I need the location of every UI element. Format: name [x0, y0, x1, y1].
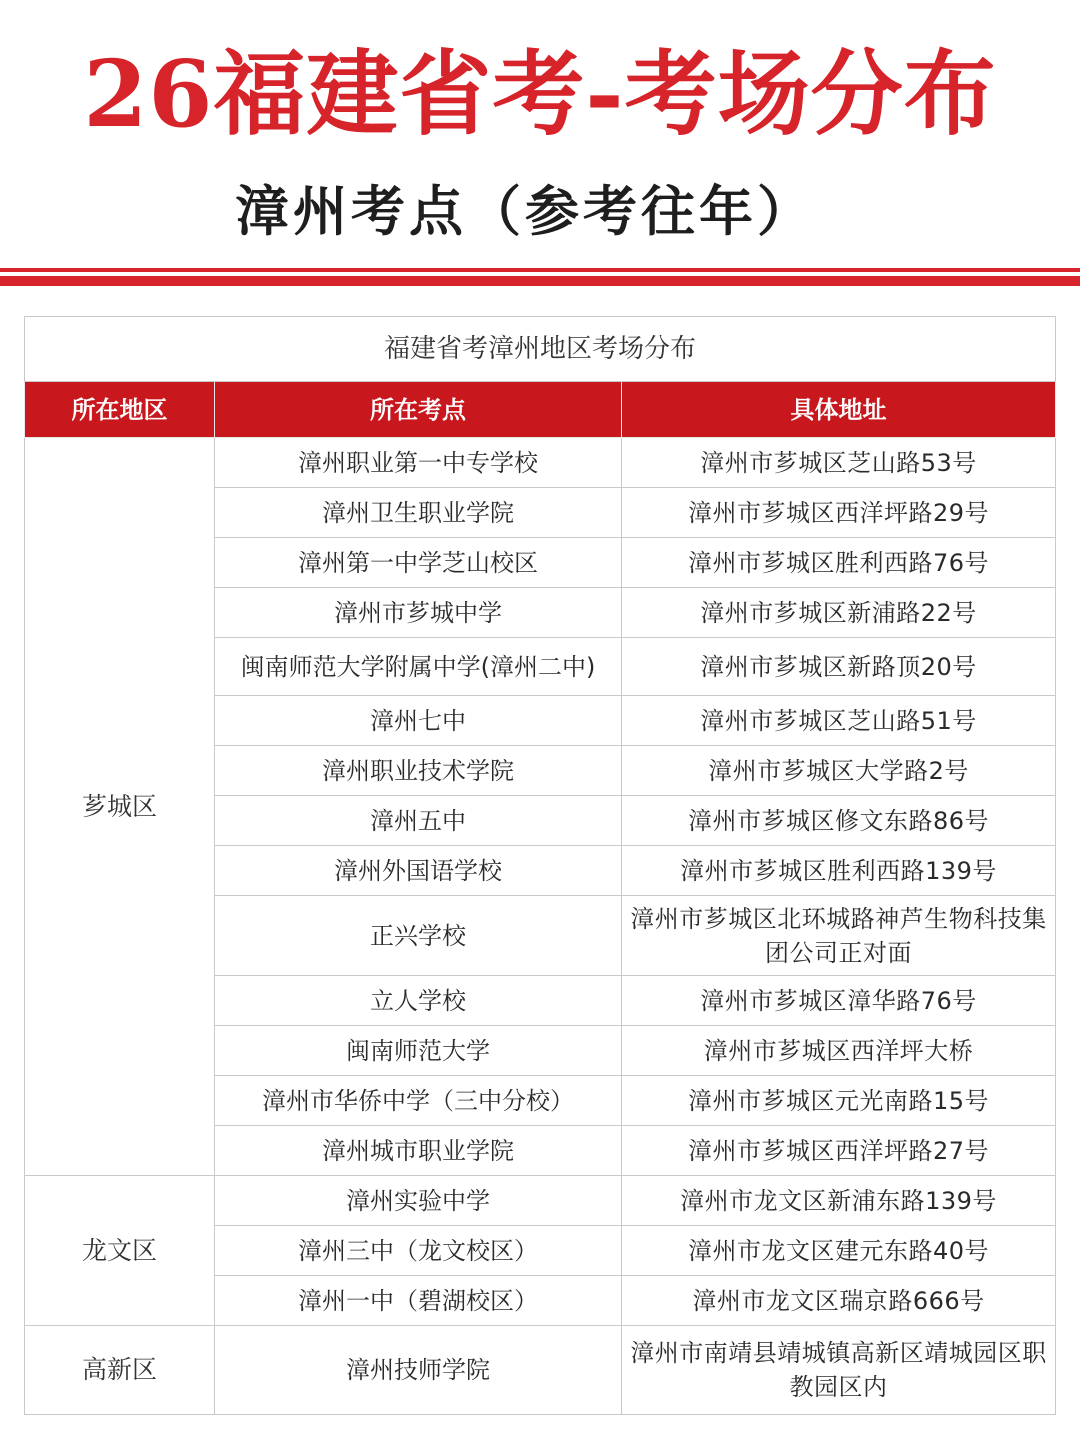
- table-row: [25, 1326, 1056, 1415]
- divider-thin: [0, 268, 1080, 272]
- table-caption: 福建省考漳州地区考场分布: [25, 317, 1056, 382]
- site-cell: 漳州五中: [215, 796, 622, 846]
- address-cell: 漳州市芗城区修文东路86号: [622, 796, 1056, 846]
- main-title: 26福建省考-考场分布: [83, 40, 997, 148]
- site-cell: 漳州卫生职业学院: [215, 488, 622, 538]
- column-header-region: 所在地区: [25, 382, 215, 438]
- site-cell: 漳州七中: [215, 696, 622, 746]
- site-cell: 漳州一中（碧湖校区）: [215, 1276, 622, 1326]
- address-cell: 漳州市芗城区芝山路51号: [622, 696, 1056, 746]
- address-cell: 漳州市芗城区新浦路22号: [622, 588, 1056, 638]
- column-header-site: 所在考点: [215, 382, 622, 438]
- table-row: [25, 438, 1056, 488]
- address-cell: 漳州市芗城区胜利西路139号: [622, 846, 1056, 896]
- table-caption-row: [25, 317, 1056, 382]
- site-cell: 正兴学校: [215, 896, 622, 976]
- site-cell: 漳州外国语学校: [215, 846, 622, 896]
- site-cell: 漳州市芗城中学: [215, 588, 622, 638]
- address-cell: 漳州市芗城区新路顶20号: [622, 638, 1056, 696]
- address-cell: 漳州市芗城区元光南路15号: [622, 1076, 1056, 1126]
- address-cell: 漳州市龙文区新浦东路139号: [622, 1176, 1056, 1226]
- site-cell: 漳州三中（龙文校区）: [215, 1226, 622, 1276]
- address-cell: 漳州市芗城区漳华路76号: [622, 976, 1056, 1026]
- address-cell: 漳州市芗城区北环城路神芦生物科技集团公司正对面: [622, 896, 1056, 976]
- site-cell: 漳州技师学院: [215, 1326, 622, 1415]
- site-cell: 闽南师范大学附属中学(漳州二中): [215, 638, 622, 696]
- site-cell: 立人学校: [215, 976, 622, 1026]
- site-cell: 漳州职业第一中专学校: [215, 438, 622, 488]
- address-cell: 漳州市芗城区芝山路53号: [622, 438, 1056, 488]
- site-cell: 闽南师范大学: [215, 1026, 622, 1076]
- region-cell: 高新区: [25, 1326, 215, 1415]
- address-cell: 漳州市龙文区瑞京路666号: [622, 1276, 1056, 1326]
- site-cell: 漳州第一中学芝山校区: [215, 538, 622, 588]
- site-cell: 漳州市华侨中学（三中分校）: [215, 1076, 622, 1126]
- address-cell: 漳州市南靖县靖城镇高新区靖城园区职教园区内: [622, 1326, 1056, 1415]
- exam-site-table: [24, 316, 1056, 1415]
- site-cell: 漳州实验中学: [215, 1176, 622, 1226]
- table-header-row: [25, 382, 1056, 438]
- region-cell: 龙文区: [25, 1176, 215, 1326]
- site-cell: 漳州职业技术学院: [215, 746, 622, 796]
- site-cell: 漳州城市职业学院: [215, 1126, 622, 1176]
- address-cell: 漳州市芗城区胜利西路76号: [622, 538, 1056, 588]
- table-row: [25, 1176, 1056, 1226]
- address-cell: 漳州市芗城区西洋坪大桥: [622, 1026, 1056, 1076]
- sub-title: 漳州考点（参考往年）: [235, 179, 815, 243]
- address-cell: 漳州市龙文区建元东路40号: [622, 1226, 1056, 1276]
- column-header-address: 具体地址: [622, 382, 1056, 438]
- address-cell: 漳州市芗城区大学路2号: [622, 746, 1056, 796]
- region-cell: 芗城区: [25, 438, 215, 1176]
- address-cell: 漳州市芗城区西洋坪路29号: [622, 488, 1056, 538]
- exam-site-table-container: [24, 316, 1055, 1415]
- divider-thick: [0, 276, 1080, 286]
- address-cell: 漳州市芗城区西洋坪路27号: [622, 1126, 1056, 1176]
